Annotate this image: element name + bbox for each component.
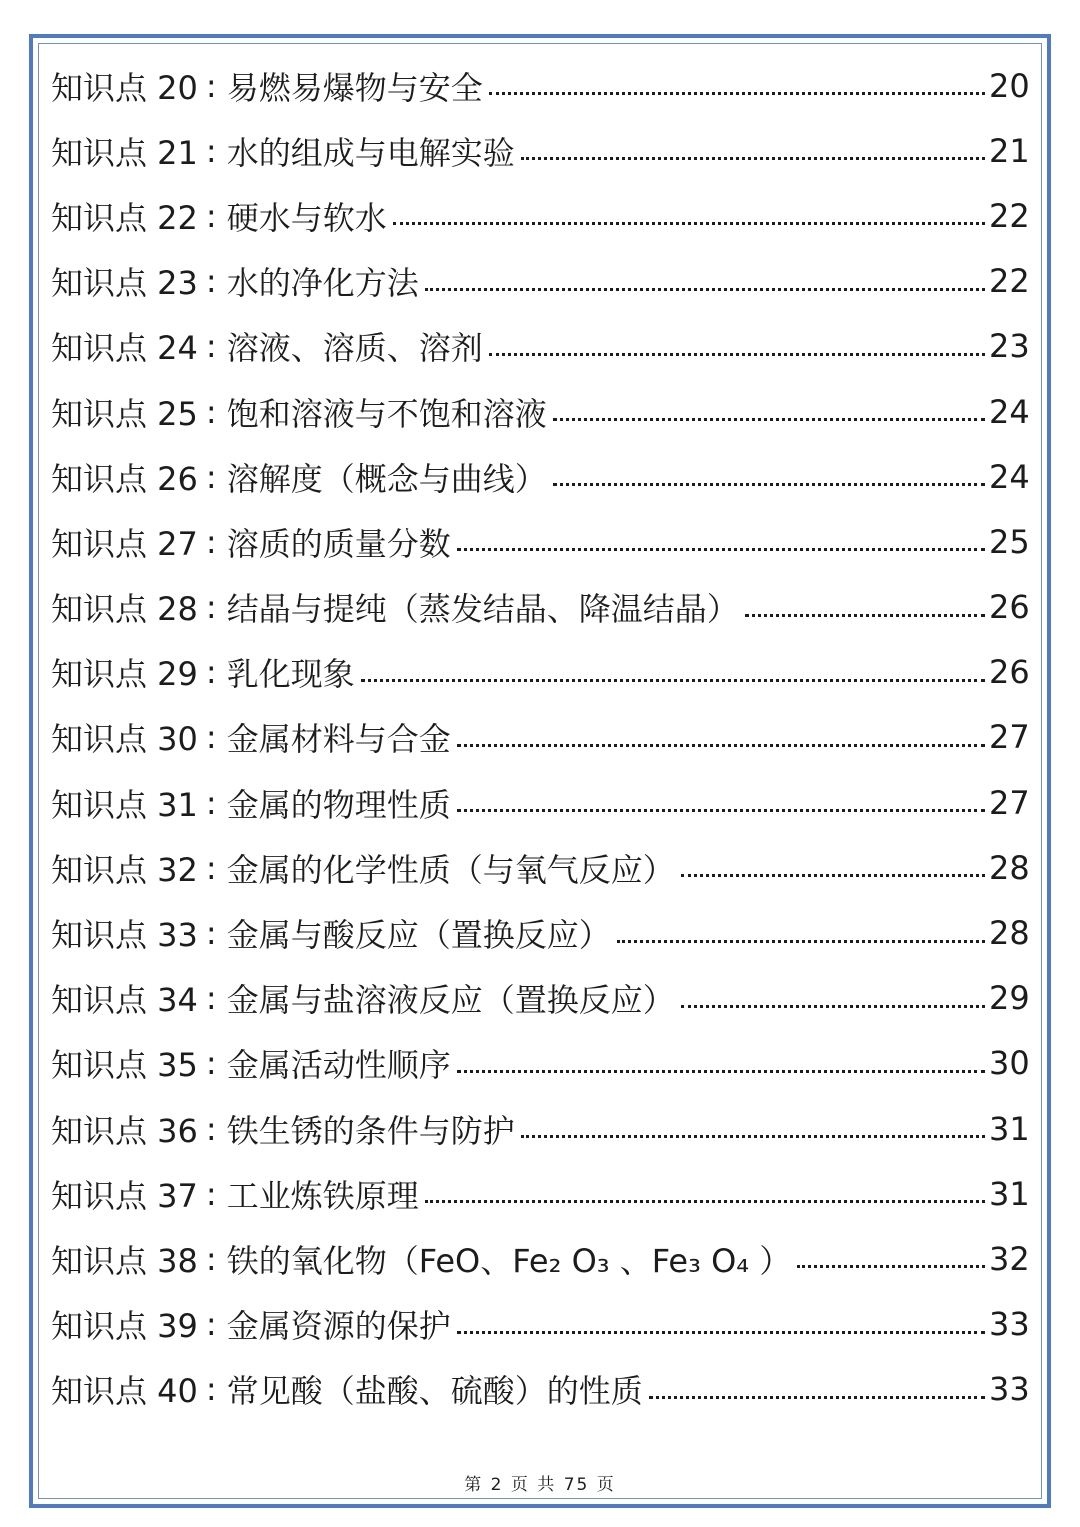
toc-entry-label: 知识点 23 [51, 264, 198, 303]
toc-entry-page: 33 [989, 1305, 1030, 1344]
toc-entry-page: 26 [989, 588, 1030, 627]
toc-entry-label: 知识点 21 [51, 133, 198, 172]
toc-entry-40[interactable] [51, 1357, 1029, 1422]
toc-dot-leader [681, 1005, 985, 1008]
toc-entry-colon: : [205, 1239, 217, 1278]
toc-entry-colon: : [205, 1109, 217, 1148]
toc-dot-leader [553, 483, 985, 486]
toc-entry-colon: : [205, 1174, 217, 1213]
toc-entry-label: 知识点 39 [51, 1307, 198, 1346]
toc-dot-leader [457, 1070, 985, 1073]
toc-entry-colon: : [205, 66, 217, 105]
toc-entry-36[interactable] [51, 1096, 1029, 1161]
toc-dot-leader [457, 744, 985, 747]
toc-entry-page: 31 [989, 1174, 1030, 1213]
toc-entry-colon: : [205, 392, 217, 431]
toc-entry-page: 24 [989, 457, 1030, 496]
toc-entry-title: 乳化现象 [226, 655, 355, 694]
toc-entry-label: 知识点 29 [51, 655, 198, 694]
toc-entry-label: 知识点 36 [51, 1111, 198, 1150]
toc-entry-label: 知识点 27 [51, 524, 198, 563]
toc-entry-colon: : [205, 1305, 217, 1344]
toc-dot-leader [457, 1331, 985, 1334]
toc-entry-label: 知识点 22 [51, 198, 198, 237]
toc-entry-35[interactable] [51, 1031, 1029, 1096]
toc-entry-title: 易燃易爆物与安全 [226, 68, 483, 107]
toc-entry-page: 33 [989, 1370, 1030, 1409]
toc-dot-leader [745, 614, 985, 617]
toc-entry-colon: : [205, 262, 217, 301]
toc-entry-31[interactable] [51, 770, 1029, 835]
toc-entry-colon: : [205, 522, 217, 561]
toc-entry-colon: : [205, 783, 217, 822]
toc-entry-colon: : [205, 131, 217, 170]
toc-entry-27[interactable] [51, 509, 1029, 574]
toc-entry-page: 27 [989, 783, 1030, 822]
toc-dot-leader [457, 548, 985, 551]
toc-entry-colon: : [205, 196, 217, 235]
toc-entry-page: 21 [989, 131, 1030, 170]
toc-entry-title: 金属与盐溶液反应（置换反应） [226, 981, 675, 1020]
toc-entry-label: 知识点 30 [51, 720, 198, 759]
toc-entry-colon: : [205, 653, 217, 692]
toc-entry-page: 25 [989, 522, 1030, 561]
toc-entry-title: 溶液、溶质、溶剂 [226, 329, 483, 368]
toc-entry-label: 知识点 20 [51, 68, 198, 107]
toc-entry-title: 溶质的质量分数 [226, 524, 451, 563]
toc-entry-colon: : [205, 914, 217, 953]
toc-entry-label: 知识点 40 [51, 1372, 198, 1411]
toc-entry-title: 水的组成与电解实验 [226, 133, 515, 172]
toc-entry-label: 知识点 34 [51, 981, 198, 1020]
toc-dot-leader [521, 1135, 985, 1138]
toc-entry-page: 22 [989, 196, 1030, 235]
toc-dot-leader [681, 874, 985, 877]
toc-entry-page: 28 [989, 914, 1030, 953]
toc-dot-leader [553, 418, 985, 421]
toc-dot-leader [521, 157, 985, 160]
toc-entry-colon: : [205, 979, 217, 1018]
toc-entry-title: 金属材料与合金 [226, 720, 451, 759]
toc-entry-label: 知识点 26 [51, 459, 198, 498]
toc-entry-title: 铁的氧化物（FeO、Fe₂ O₃ 、Fe₃ O₄ ） [226, 1241, 792, 1280]
toc-entry-title: 常见酸（盐酸、硫酸）的性质 [226, 1372, 643, 1411]
toc-entry-label: 知识点 35 [51, 1046, 198, 1085]
toc-entry-colon: : [205, 718, 217, 757]
toc-entry-29[interactable] [51, 640, 1029, 705]
toc-entry-colon: : [205, 588, 217, 627]
toc-entry-20[interactable] [51, 53, 1029, 118]
toc-entry-28[interactable] [51, 575, 1029, 640]
toc-dot-leader [617, 940, 985, 943]
toc-entry-label: 知识点 31 [51, 785, 198, 824]
toc-entry-page: 26 [989, 653, 1030, 692]
toc-entry-title: 金属的化学性质（与氧气反应） [226, 850, 675, 889]
toc-entry-title: 工业炼铁原理 [226, 1176, 419, 1215]
toc-entry-21[interactable] [51, 118, 1029, 183]
toc-entry-34[interactable] [51, 966, 1029, 1031]
toc-entry-title: 溶解度（概念与曲线） [226, 459, 547, 498]
toc-entry-37[interactable] [51, 1161, 1029, 1226]
toc-entry-39[interactable] [51, 1292, 1029, 1357]
toc-entry-label: 知识点 33 [51, 916, 198, 955]
toc-entry-colon: : [205, 1370, 217, 1409]
toc-entry-label: 知识点 37 [51, 1176, 198, 1215]
toc-entry-title: 金属资源的保护 [226, 1307, 451, 1346]
toc-entry-label: 知识点 32 [51, 850, 198, 889]
toc-entry-page: 24 [989, 392, 1030, 431]
toc-entry-colon: : [205, 848, 217, 887]
toc-entry-colon: : [205, 327, 217, 366]
toc-entry-title: 结晶与提纯（蒸发结晶、降温结晶） [226, 590, 739, 629]
toc-entry-page: 30 [989, 1044, 1030, 1083]
toc-entry-25[interactable] [51, 379, 1029, 444]
toc-dot-leader [457, 809, 985, 812]
toc-entry-22[interactable] [51, 183, 1029, 248]
toc-entry-label: 知识点 25 [51, 394, 198, 433]
toc-entry-23[interactable] [51, 249, 1029, 314]
toc-dot-leader [425, 1200, 985, 1203]
toc-entry-title: 硬水与软水 [226, 198, 387, 237]
toc-entry-page: 28 [989, 848, 1030, 887]
toc-entry-title: 金属与酸反应（置换反应） [226, 916, 611, 955]
toc-entry-title: 金属的物理性质 [226, 785, 451, 824]
toc-entry-30[interactable] [51, 705, 1029, 770]
toc-entry-page: 29 [989, 979, 1030, 1018]
toc-dot-leader [797, 1265, 985, 1268]
toc-dot-leader [649, 1396, 985, 1399]
toc-entry-33[interactable] [51, 900, 1029, 965]
toc-entry-26[interactable] [51, 444, 1029, 509]
toc-entry-label: 知识点 28 [51, 590, 198, 629]
toc-entry-page: 27 [989, 718, 1030, 757]
toc-entry-38[interactable] [51, 1226, 1029, 1291]
toc-entry-page: 23 [989, 327, 1030, 366]
toc-entry-page: 22 [989, 262, 1030, 301]
toc-entry-page: 20 [989, 66, 1030, 105]
toc-entry-colon: : [205, 1044, 217, 1083]
toc-entry-label: 知识点 38 [51, 1241, 198, 1280]
toc-entry-title: 铁生锈的条件与防护 [226, 1111, 515, 1150]
toc-entry-title: 饱和溶液与不饱和溶液 [226, 394, 547, 433]
toc-entry-page: 31 [989, 1109, 1030, 1148]
table-of-contents [51, 53, 1029, 1422]
toc-entry-label: 知识点 24 [51, 329, 198, 368]
toc-entry-title: 水的净化方法 [226, 264, 419, 303]
toc-entry-title: 金属活动性顺序 [226, 1046, 451, 1085]
toc-dot-leader [361, 679, 985, 682]
toc-dot-leader [425, 288, 985, 291]
toc-dot-leader [393, 222, 985, 225]
toc-dot-leader [489, 353, 985, 356]
page-number-footer: 第 2 页 共 75 页 [464, 1475, 616, 1495]
toc-dot-leader [489, 92, 985, 95]
toc-entry-32[interactable] [51, 835, 1029, 900]
toc-entry-24[interactable] [51, 314, 1029, 379]
toc-entry-page: 32 [989, 1239, 1030, 1278]
toc-entry-colon: : [205, 457, 217, 496]
